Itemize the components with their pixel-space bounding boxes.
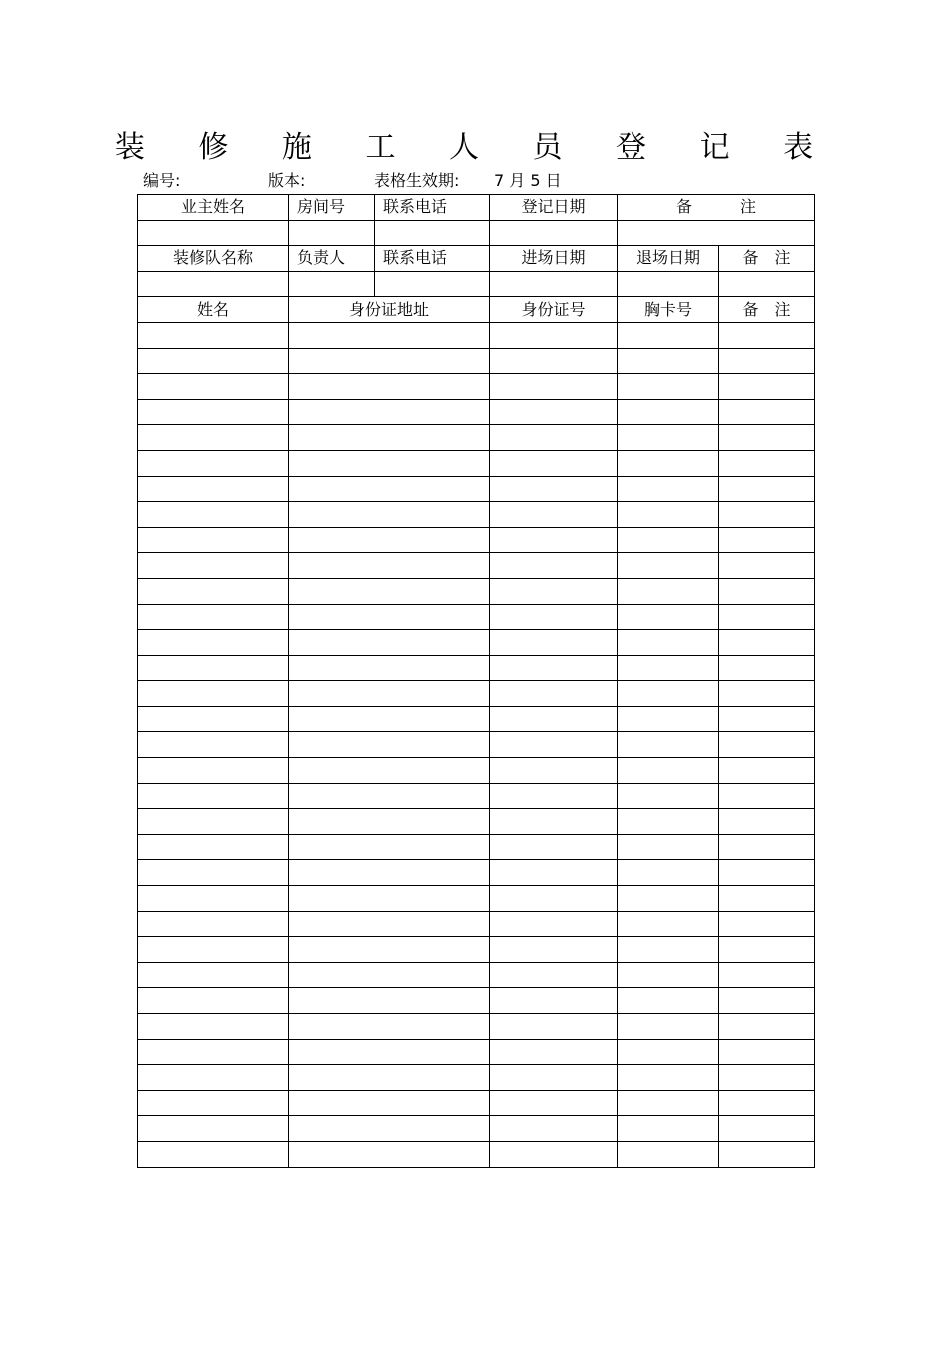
badge-number-cell[interactable] — [618, 732, 719, 758]
worker-row — [138, 783, 815, 809]
id-number-cell[interactable] — [490, 527, 618, 553]
team-leader-field[interactable] — [289, 271, 375, 297]
id-address-cell[interactable] — [289, 1014, 490, 1040]
worker-remark-cell[interactable] — [719, 450, 815, 476]
id-address-cell[interactable] — [289, 783, 490, 809]
id-address-header: 身份证地址 — [289, 297, 490, 323]
id-address-cell[interactable] — [289, 348, 490, 374]
worker-row — [138, 553, 815, 579]
id-number-cell[interactable] — [490, 962, 618, 988]
worker-row — [138, 450, 815, 476]
badge-number-cell[interactable] — [618, 578, 719, 604]
worker-row — [138, 988, 815, 1014]
worker-row — [138, 578, 815, 604]
id-number-cell[interactable] — [490, 553, 618, 579]
worker-remark-cell[interactable] — [719, 1014, 815, 1040]
id-number-header: 身份证号 — [490, 297, 618, 323]
worker-name-cell[interactable] — [138, 783, 289, 809]
id-number-cell[interactable] — [490, 604, 618, 630]
worker-remark-cell[interactable] — [719, 604, 815, 630]
room-number-field[interactable] — [289, 220, 375, 246]
worker-remark-cell[interactable] — [719, 681, 815, 707]
id-number-cell[interactable] — [490, 988, 618, 1014]
team-name-header: 装修队名称 — [138, 246, 289, 272]
worker-name-cell[interactable] — [138, 809, 289, 835]
worker-remark-cell[interactable] — [719, 374, 815, 400]
worker-remark-cell[interactable] — [719, 630, 815, 656]
id-number-cell[interactable] — [490, 783, 618, 809]
worker-name-cell[interactable] — [138, 527, 289, 553]
badge-number-cell[interactable] — [618, 1014, 719, 1040]
id-number-cell[interactable] — [490, 834, 618, 860]
badge-number-cell[interactable] — [618, 962, 719, 988]
id-address-cell[interactable] — [289, 374, 490, 400]
worker-name-cell[interactable] — [138, 834, 289, 860]
id-number-cell[interactable] — [490, 1014, 618, 1040]
worker-name-cell[interactable] — [138, 1090, 289, 1116]
worker-remark-cell[interactable] — [719, 732, 815, 758]
id-address-cell[interactable] — [289, 527, 490, 553]
registration-table — [137, 194, 815, 1168]
id-address-cell[interactable] — [289, 604, 490, 630]
owner-header-row — [138, 195, 815, 221]
id-number-cell[interactable] — [490, 809, 618, 835]
badge-number-cell[interactable] — [618, 348, 719, 374]
badge-number-cell[interactable] — [618, 860, 719, 886]
id-address-cell[interactable] — [289, 1039, 490, 1065]
worker-row — [138, 425, 815, 451]
worker-remark-cell[interactable] — [719, 988, 815, 1014]
worker-rows — [138, 322, 815, 1167]
worker-name-cell[interactable] — [138, 450, 289, 476]
entry-date-field[interactable] — [490, 271, 618, 297]
worker-row — [138, 706, 815, 732]
id-address-cell[interactable] — [289, 1116, 490, 1142]
worker-name-cell[interactable] — [138, 425, 289, 451]
worker-remark-header: 备 注 — [719, 297, 815, 323]
id-address-cell[interactable] — [289, 655, 490, 681]
worker-name-cell[interactable] — [138, 1065, 289, 1091]
worker-row — [138, 1116, 815, 1142]
badge-number-cell[interactable] — [618, 604, 719, 630]
worker-name-cell[interactable] — [138, 732, 289, 758]
worker-name-cell[interactable] — [138, 374, 289, 400]
version-label: 版本: — [268, 171, 306, 190]
owner-remark-header: 备 注 — [618, 195, 815, 221]
worker-row — [138, 322, 815, 348]
badge-number-cell[interactable] — [618, 476, 719, 502]
id-number-cell[interactable] — [490, 1039, 618, 1065]
worker-name-cell[interactable] — [138, 553, 289, 579]
worker-remark-cell[interactable] — [719, 348, 815, 374]
worker-row — [138, 374, 815, 400]
badge-number-cell[interactable] — [618, 450, 719, 476]
worker-row — [138, 886, 815, 912]
badge-number-cell[interactable] — [618, 758, 719, 784]
worker-name-cell[interactable] — [138, 1116, 289, 1142]
worker-row — [138, 655, 815, 681]
worker-remark-cell[interactable] — [719, 322, 815, 348]
team-remark-field[interactable] — [719, 271, 815, 297]
badge-number-cell[interactable] — [618, 374, 719, 400]
worker-name-cell[interactable] — [138, 476, 289, 502]
id-number-cell[interactable] — [490, 374, 618, 400]
id-number-cell[interactable] — [490, 502, 618, 528]
id-number-cell[interactable] — [490, 937, 618, 963]
id-number-cell[interactable] — [490, 886, 618, 912]
id-address-cell[interactable] — [289, 809, 490, 835]
badge-number-cell[interactable] — [618, 322, 719, 348]
id-number-cell[interactable] — [490, 732, 618, 758]
badge-number-cell[interactable] — [618, 527, 719, 553]
effective-date-label: 表格生效期: — [374, 171, 460, 190]
id-address-cell[interactable] — [289, 988, 490, 1014]
badge-number-cell[interactable] — [618, 706, 719, 732]
worker-name-cell[interactable] — [138, 706, 289, 732]
worker-row — [138, 630, 815, 656]
worker-row — [138, 1141, 815, 1167]
id-address-cell[interactable] — [289, 578, 490, 604]
worker-remark-cell[interactable] — [719, 578, 815, 604]
register-date-field[interactable] — [490, 220, 618, 246]
worker-name-cell[interactable] — [138, 578, 289, 604]
badge-number-cell[interactable] — [618, 1090, 719, 1116]
id-address-cell[interactable] — [289, 962, 490, 988]
worker-name-cell[interactable] — [138, 860, 289, 886]
badge-number-cell[interactable] — [618, 655, 719, 681]
worker-remark-cell[interactable] — [719, 962, 815, 988]
worker-name-cell[interactable] — [138, 681, 289, 707]
worker-remark-cell[interactable] — [719, 783, 815, 809]
worker-row — [138, 1090, 815, 1116]
worker-row — [138, 834, 815, 860]
id-number-cell[interactable] — [490, 1090, 618, 1116]
worker-name-cell[interactable] — [138, 322, 289, 348]
worker-row — [138, 527, 815, 553]
id-address-cell[interactable] — [289, 860, 490, 886]
worker-remark-cell[interactable] — [719, 809, 815, 835]
id-address-cell[interactable] — [289, 706, 490, 732]
id-address-cell[interactable] — [289, 732, 490, 758]
worker-row — [138, 681, 815, 707]
id-address-cell[interactable] — [289, 758, 490, 784]
worker-row — [138, 860, 815, 886]
badge-number-cell[interactable] — [618, 911, 719, 937]
worker-name-cell[interactable] — [138, 911, 289, 937]
id-number-cell[interactable] — [490, 860, 618, 886]
id-address-cell[interactable] — [289, 937, 490, 963]
id-number-cell[interactable] — [490, 758, 618, 784]
worker-row — [138, 399, 815, 425]
owner-phone-field[interactable] — [375, 220, 490, 246]
id-address-cell[interactable] — [289, 630, 490, 656]
badge-number-cell[interactable] — [618, 1141, 719, 1167]
worker-row — [138, 911, 815, 937]
id-address-cell[interactable] — [289, 1141, 490, 1167]
register-date-header: 登记日期 — [490, 195, 618, 221]
badge-number-cell[interactable] — [618, 937, 719, 963]
id-number-cell[interactable] — [490, 348, 618, 374]
id-address-cell[interactable] — [289, 425, 490, 451]
room-number-header: 房间号 — [289, 195, 375, 221]
worker-name-cell[interactable] — [138, 1039, 289, 1065]
worker-name-cell[interactable] — [138, 502, 289, 528]
team-header-row — [138, 246, 815, 272]
worker-row — [138, 732, 815, 758]
worker-remark-cell[interactable] — [719, 860, 815, 886]
badge-number-cell[interactable] — [618, 783, 719, 809]
id-address-cell[interactable] — [289, 450, 490, 476]
worker-row — [138, 1065, 815, 1091]
worker-row — [138, 476, 815, 502]
worker-name-cell[interactable] — [138, 886, 289, 912]
id-address-cell[interactable] — [289, 911, 490, 937]
badge-number-cell[interactable] — [618, 425, 719, 451]
worker-name-cell[interactable] — [138, 758, 289, 784]
badge-number-cell[interactable] — [618, 502, 719, 528]
team-phone-field[interactable] — [375, 271, 490, 297]
id-number-cell[interactable] — [490, 399, 618, 425]
worker-row — [138, 1039, 815, 1065]
owner-name-header: 业主姓名 — [138, 195, 289, 221]
worker-remark-cell[interactable] — [719, 1090, 815, 1116]
number-label: 编号: — [143, 171, 181, 190]
worker-name-cell[interactable] — [138, 988, 289, 1014]
worker-remark-cell[interactable] — [719, 834, 815, 860]
badge-number-cell[interactable] — [618, 834, 719, 860]
worker-remark-cell[interactable] — [719, 911, 815, 937]
worker-name-cell[interactable] — [138, 962, 289, 988]
worker-row — [138, 937, 815, 963]
badge-number-cell[interactable] — [618, 1039, 719, 1065]
worker-remark-cell[interactable] — [719, 527, 815, 553]
team-remark-header: 备 注 — [719, 246, 815, 272]
worker-name-header: 姓名 — [138, 297, 289, 323]
worker-remark-cell[interactable] — [719, 476, 815, 502]
worker-name-cell[interactable] — [138, 348, 289, 374]
id-number-cell[interactable] — [490, 1065, 618, 1091]
id-address-cell[interactable] — [289, 1090, 490, 1116]
worker-name-cell[interactable] — [138, 399, 289, 425]
worker-remark-cell[interactable] — [719, 1065, 815, 1091]
id-number-cell[interactable] — [490, 911, 618, 937]
owner-remark-field[interactable] — [618, 220, 815, 246]
owner-input-row — [138, 220, 815, 246]
worker-remark-cell[interactable] — [719, 1116, 815, 1142]
worker-remark-cell[interactable] — [719, 425, 815, 451]
exit-date-field[interactable] — [618, 271, 719, 297]
id-address-cell[interactable] — [289, 1065, 490, 1091]
exit-date-header: 退场日期 — [618, 246, 719, 272]
worker-name-cell[interactable] — [138, 655, 289, 681]
worker-remark-cell[interactable] — [719, 758, 815, 784]
worker-row — [138, 348, 815, 374]
id-address-cell[interactable] — [289, 476, 490, 502]
id-address-cell[interactable] — [289, 399, 490, 425]
badge-number-cell[interactable] — [618, 553, 719, 579]
badge-number-cell[interactable] — [618, 886, 719, 912]
worker-row — [138, 809, 815, 835]
id-address-cell[interactable] — [289, 886, 490, 912]
worker-row — [138, 604, 815, 630]
id-number-cell[interactable] — [490, 1141, 618, 1167]
worker-name-cell[interactable] — [138, 937, 289, 963]
worker-remark-cell[interactable] — [719, 655, 815, 681]
team-input-row — [138, 271, 815, 297]
id-address-cell[interactable] — [289, 834, 490, 860]
worker-row — [138, 962, 815, 988]
id-number-cell[interactable] — [490, 681, 618, 707]
owner-phone-header: 联系电话 — [375, 195, 490, 221]
worker-remark-cell[interactable] — [719, 937, 815, 963]
worker-row — [138, 1014, 815, 1040]
worker-name-cell[interactable] — [138, 1014, 289, 1040]
id-number-cell[interactable] — [490, 1116, 618, 1142]
entry-date-header: 进场日期 — [490, 246, 618, 272]
worker-remark-cell[interactable] — [719, 1039, 815, 1065]
id-address-cell[interactable] — [289, 553, 490, 579]
id-number-cell[interactable] — [490, 450, 618, 476]
worker-name-cell[interactable] — [138, 1141, 289, 1167]
form-title: 装 修 施 工 人 员 登 记 表 — [114, 130, 836, 165]
team-leader-header: 负责人 — [289, 246, 375, 272]
id-address-cell[interactable] — [289, 681, 490, 707]
worker-remark-cell[interactable] — [719, 502, 815, 528]
worker-name-cell[interactable] — [138, 630, 289, 656]
worker-header-row — [138, 297, 815, 323]
worker-remark-cell[interactable] — [719, 553, 815, 579]
badge-number-cell[interactable] — [618, 809, 719, 835]
badge-number-cell[interactable] — [618, 1065, 719, 1091]
id-address-cell[interactable] — [289, 322, 490, 348]
id-number-cell[interactable] — [490, 322, 618, 348]
id-number-cell[interactable] — [490, 655, 618, 681]
worker-remark-cell[interactable] — [719, 886, 815, 912]
worker-row — [138, 502, 815, 528]
id-number-cell[interactable] — [490, 706, 618, 732]
badge-number-cell[interactable] — [618, 988, 719, 1014]
id-number-cell[interactable] — [490, 425, 618, 451]
badge-number-cell[interactable] — [618, 399, 719, 425]
team-phone-header: 联系电话 — [375, 246, 490, 272]
id-number-cell[interactable] — [490, 630, 618, 656]
badge-number-header: 胸卡号 — [618, 297, 719, 323]
badge-number-cell[interactable] — [618, 1116, 719, 1142]
id-address-cell[interactable] — [289, 502, 490, 528]
id-number-cell[interactable] — [490, 578, 618, 604]
effective-date-value: 7 月 5 日 — [494, 171, 562, 190]
worker-remark-cell[interactable] — [719, 1141, 815, 1167]
worker-remark-cell[interactable] — [719, 399, 815, 425]
owner-name-field[interactable] — [138, 220, 289, 246]
badge-number-cell[interactable] — [618, 681, 719, 707]
badge-number-cell[interactable] — [618, 630, 719, 656]
worker-row — [138, 758, 815, 784]
team-name-field[interactable] — [138, 271, 289, 297]
worker-remark-cell[interactable] — [719, 706, 815, 732]
id-number-cell[interactable] — [490, 476, 618, 502]
worker-name-cell[interactable] — [138, 604, 289, 630]
